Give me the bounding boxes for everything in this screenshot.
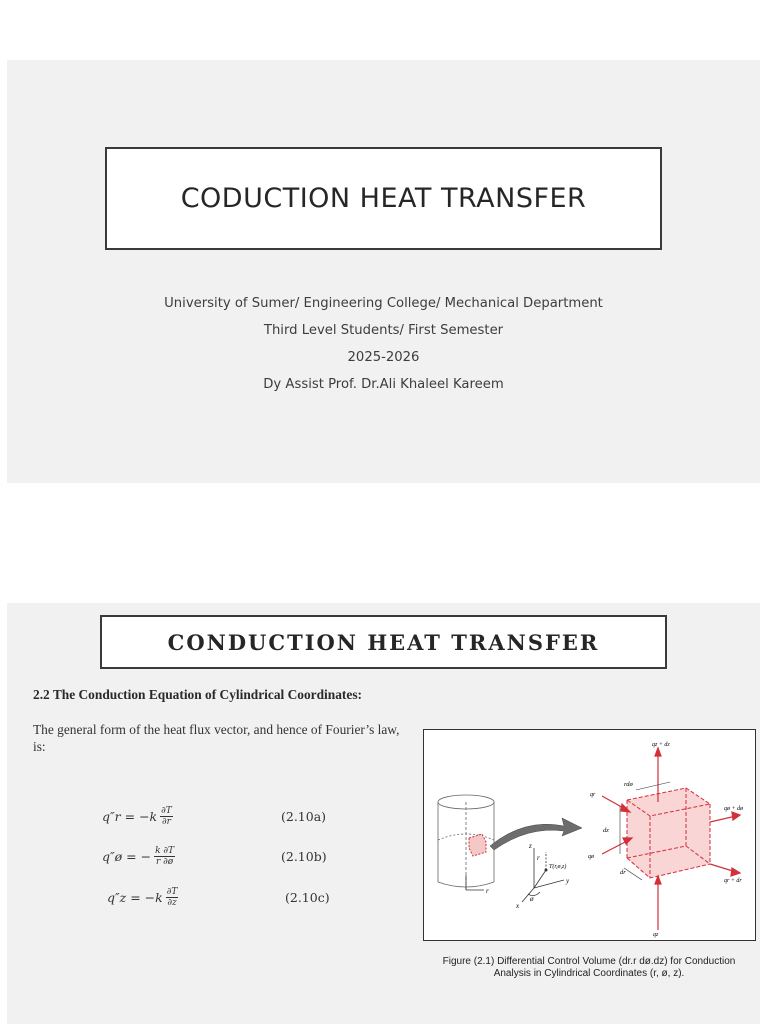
section-heading: 2.2 The Conduction Equation of Cylindrical Coordinates: <box>33 687 362 702</box>
slide-title: CONDUCTION HEAT TRANSFER <box>167 629 600 655</box>
title-box <box>105 147 662 250</box>
qz-dz-label: qz + dz <box>652 742 670 748</box>
axis-z-label: z <box>529 842 532 850</box>
control-volume-figure <box>423 729 756 941</box>
author-line: Dy Assist Prof. Dr.Ali Khaleel Kareem <box>263 377 504 392</box>
axis-x-label: x <box>516 902 520 910</box>
qphi-label: qø <box>588 854 594 860</box>
level-line: Third Level Students/ First Semester <box>263 323 504 338</box>
arrow-icon <box>490 818 582 850</box>
axis-r-label: r <box>537 854 540 862</box>
equation-2-10b: q″ø = − $\frac{k \partial T}{r \partial ø}$ <box>102 846 175 867</box>
qz-label: qz <box>653 932 659 938</box>
equation-number: (2.10a) <box>281 809 327 824</box>
equation-2-10a: q″r = −k $\frac{\partial T}{\partial r}$ <box>102 806 172 827</box>
dr-label: dr <box>620 869 626 876</box>
university-line: University of Sumer/ Engineering College/ Mechanical Department <box>164 296 603 311</box>
equation-number: (2.10c) <box>285 890 330 905</box>
cyl-r-label: r <box>486 887 489 895</box>
caption-line-2: Analysis in Cylindrical Coordinates (r, ø, z). <box>493 968 685 979</box>
paragraph: The general form of the heat flux vector, and hence of Fourier’s law, is: <box>33 722 400 754</box>
qr-label: qr <box>590 792 596 798</box>
qphi-dphi-label: qø + dø <box>724 806 744 812</box>
axis-y-label: y <box>566 877 570 885</box>
figure-caption <box>415 956 763 980</box>
rdphi-label: rdø <box>624 781 633 788</box>
figure-diagram <box>424 730 757 942</box>
control-volume <box>627 788 710 878</box>
equation-number: (2.10b) <box>281 849 327 864</box>
point-label: T(r,ø,z) <box>549 864 567 870</box>
qr-dr-label: qr + dr <box>724 878 742 884</box>
year-line: 2025-2026 <box>347 350 420 365</box>
content-slide <box>7 603 760 1024</box>
slide-title: CODUCTION HEAT TRANSFER <box>180 183 587 214</box>
axis-phi-label: ø <box>530 895 534 903</box>
title-slide <box>7 60 760 483</box>
title-box <box>100 615 667 669</box>
equation-2-10c: q″z = −k $\frac{\partial T}{\partial z}$ <box>107 887 178 908</box>
small-element <box>469 834 486 856</box>
caption-line-1: Figure (2.1) Differential Control Volume (dr.r dø.dz) for Conduction <box>442 956 736 967</box>
coordinate-axes <box>522 848 567 902</box>
dz-label: dz <box>603 827 609 834</box>
